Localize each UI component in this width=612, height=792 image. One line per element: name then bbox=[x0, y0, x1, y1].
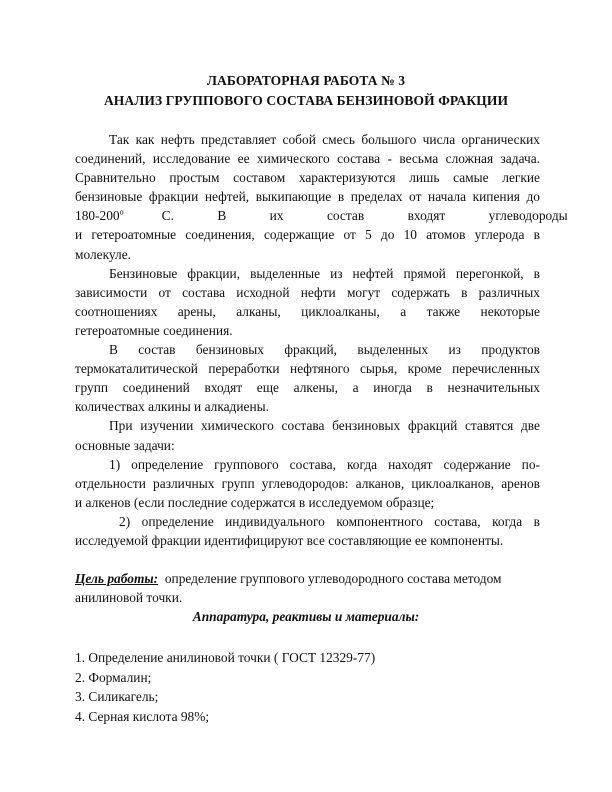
paragraph-line: молекуле. bbox=[75, 246, 132, 262]
paragraph-line: гетероатомные соединения. bbox=[75, 322, 233, 338]
goal-line bbox=[75, 569, 540, 588]
paragraph-line: отдельности различных групп углеводородов: алканов, циклоалканов, аренов bbox=[75, 475, 540, 491]
list-item: 3. Силикагель; bbox=[75, 689, 159, 705]
list-item: 1. Определение анилиновой точки ( ГОСТ 12329-77) bbox=[75, 650, 376, 665]
paragraph-line: 2) определение индивидуального компонентного состава, когда в bbox=[119, 513, 540, 529]
apparatus-list bbox=[75, 648, 375, 726]
body-text bbox=[75, 130, 568, 607]
paragraph-line: Сравнительно простым составом характеризуются лишь самые легкие bbox=[75, 170, 540, 186]
temperature-line-rest: С. В их состав входят углеводороды bbox=[161, 208, 568, 224]
paragraph-line: 1) определение группового состава, когда находят содержание по- bbox=[109, 456, 540, 472]
paragraph-line: и гетероатомные соединения, содержащие от 5 до 10 атомов углерода в bbox=[75, 227, 540, 243]
apparatus-heading: Аппаратура, реактивы и материалы: bbox=[192, 609, 420, 624]
paragraph-line: Так как нефть представляет собой смесь большого числа органических bbox=[109, 132, 540, 147]
list-item: 2. Формалин; bbox=[75, 669, 152, 685]
goal-text: определение группового углеводородного состава методом bbox=[164, 571, 502, 587]
paragraph-line: Бензиновые фракции, выделенные из нефтей прямой перегонкой, в bbox=[109, 265, 540, 281]
paragraph-line: и алкенов (если последние содержатся в исследуемом образце; bbox=[75, 494, 435, 510]
paragraph-line: зависимости от состава исходной нефти могут содержать в различных bbox=[75, 284, 540, 300]
paragraph-line: При изучении химического состава бензиновых фракций ставятся две bbox=[109, 418, 540, 434]
paragraph-line: исследуемой фракции идентифицируют все составляющие ее компоненты. bbox=[75, 532, 504, 548]
paragraph-line: В состав бензиновых фракций, выделенных из продуктов bbox=[109, 342, 540, 358]
lab-subtitle: АНАЛИЗ ГРУППОВОГО СОСТАВА БЕНЗИНОВОЙ ФРАКЦИИ bbox=[103, 93, 509, 108]
list-item: 4. Серная кислота 98%; bbox=[75, 708, 210, 724]
goal-line-2: анилиновой точки. bbox=[75, 590, 183, 606]
paragraph-line: соединений, исследование ее химического состава - весьма сложная задача. bbox=[75, 151, 540, 167]
goal-label: Цель работы: bbox=[75, 571, 159, 587]
paragraph-line: групп соединений входят еще алкены, а иногда в незначительных bbox=[75, 380, 540, 396]
paragraph-line: основные задачи: bbox=[75, 437, 175, 453]
paragraph-line-temperature bbox=[75, 206, 568, 225]
lab-title: ЛАБОРАТОРНАЯ РАБОТА № 3 bbox=[206, 73, 406, 88]
paragraph-line: количествах алкины и алкадиены. bbox=[75, 399, 269, 415]
paragraph-line: термокаталитической переработки нефтяного сырья, кроме перечисленных bbox=[75, 361, 540, 377]
paragraph-line: соотношениях арены, алканы, циклоалканы, а также некоторые bbox=[75, 303, 540, 319]
degree-sign: о bbox=[119, 207, 124, 217]
paragraph-line: бензиновые фракции нефтей, выкипающие в пределах от начала кипения до bbox=[75, 189, 540, 205]
temperature-value: 180-200 bbox=[75, 208, 120, 224]
